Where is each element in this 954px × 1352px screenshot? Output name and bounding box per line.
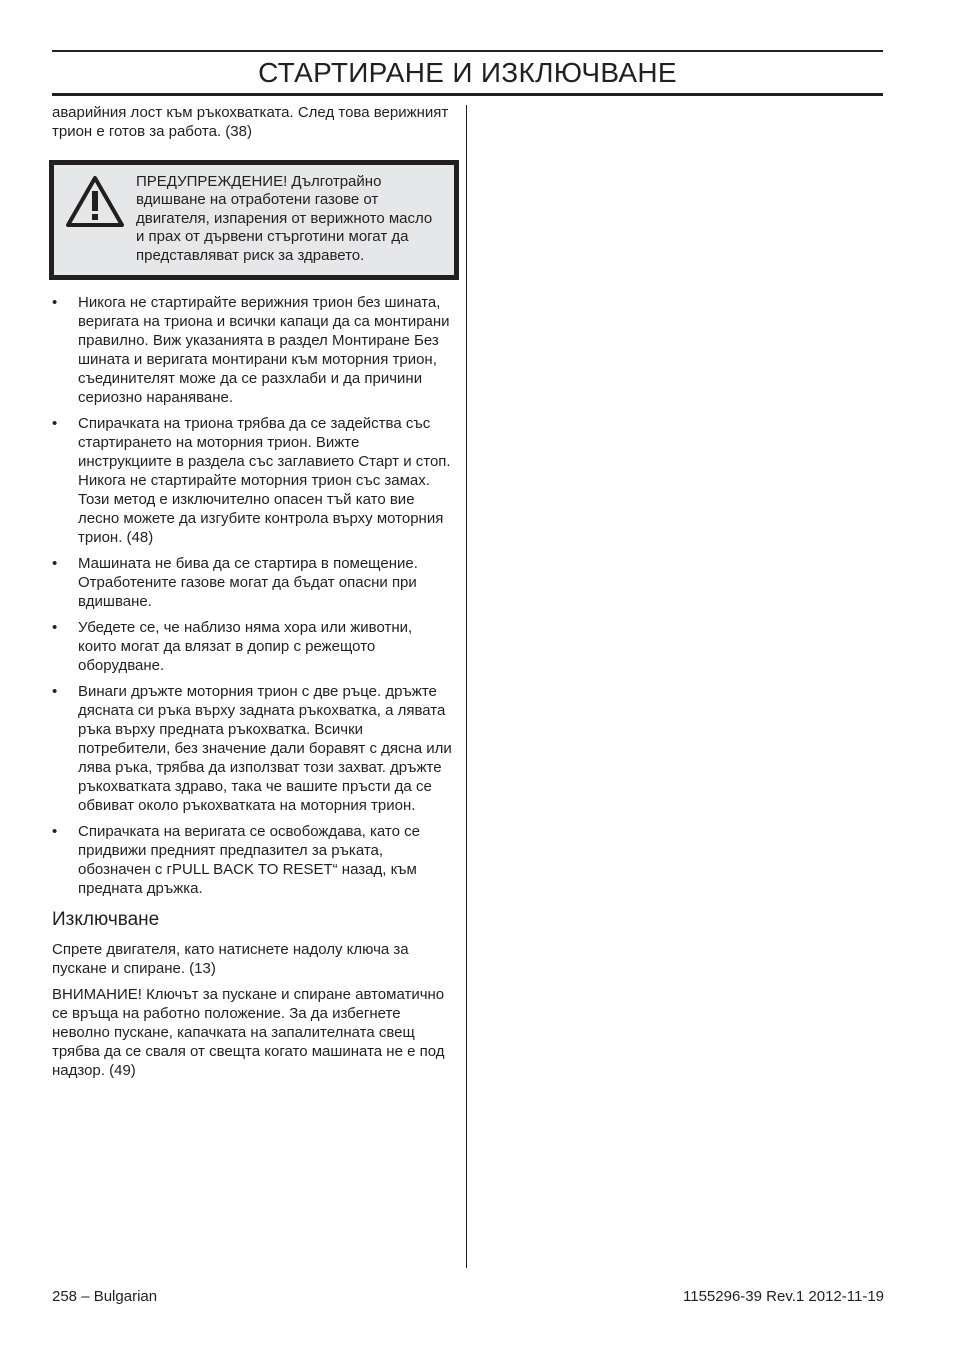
bullet-icon: •: [52, 683, 58, 701]
bullet-icon: •: [52, 823, 58, 841]
bullet-text: Убедете се, че наблизо няма хора или животни, които могат да влязат в допир с режещото оборудване.: [78, 619, 413, 675]
list-item: [52, 414, 452, 547]
bullet-icon: •: [52, 619, 58, 637]
header-bottom-rule: [52, 93, 883, 96]
bullet-text: Спирачката на веригата се освобождава, като се придвижи предният предпазител за ръката, обозначен с гPULL BACK TO RESET“ назад, към предната дръжка.: [78, 823, 420, 898]
stop-paragraph: Спрете двигателя, като натиснете надолу ключа за пускане и спиране. (13): [52, 941, 409, 978]
list-item: [52, 293, 452, 407]
page-title: СТАРТИРАНЕ И ИЗКЛЮЧВАНЕ: [258, 57, 677, 88]
caution-paragraph: ВНИМАНИЕ! Ключът за пускане и спиране автоматично се връща на работно положение. За да избегнете неволно пускане, капачката на запалителната свещ трябва да се сваля от свещта когато машината не е под надзор. (49): [52, 986, 445, 1080]
list-item: [52, 554, 452, 611]
bullet-text: Никога не стартирайте верижния трион без шината, веригата на триона и всички капаци да са монтирани правилно. Виж указанията в раздел Монтиране Без шината и веригата монтирани към моторния трион, съединителят може да се разхлаби и да причини сериозно нараняване.: [78, 294, 450, 407]
bullet-icon: •: [52, 294, 58, 312]
column-divider: [466, 105, 467, 1268]
list-item: [52, 682, 452, 815]
document-code: 1155296-39 Rev.1 2012-11-19: [683, 1288, 884, 1305]
intro-paragraph: аварийния лост към ръкохватката. След това верижният трион е готов за работа. (38): [52, 104, 449, 140]
bullet-icon: •: [52, 555, 58, 573]
safety-bullet-list: [52, 293, 452, 898]
page-number: 258 – Bulgarian: [52, 1288, 158, 1305]
bullet-text: Винаги дръжте моторния трион с две ръце. дръжте дясната си ръка върху задната ръкохватка, а лявата ръка върху предната ръкохватка. Всички потребители, без значение дали боравят с дясна или лява ръка, трябва да използват този захват. дръжте ръкохватката здраво, така че вашите пръсти да се обвиват около ръкохватката на моторния трион.: [78, 683, 452, 815]
warning-text: ПРЕДУПРЕЖДЕНИЕ! Дълготрайно вдишване на отработени газове от двигателя, изпарения от верижното масло и прах от дървени стърготини могат да представляват риск за здравето.: [136, 173, 433, 264]
list-item: [52, 618, 452, 675]
left-column: [52, 103, 452, 1080]
warning-triangle-icon: [54, 173, 136, 265]
bullet-text: Спирачката на триона трябва да се задейства със стартирането на моторния трион. Вижте инструкциите в раздела със заглавието Старт и стоп. Никога не стартирайте моторния трион със замах. Този метод е изключително опасен тъй като вие лесно можете да изгубите контрола върху моторния трион. (48): [78, 415, 451, 547]
warning-box: [49, 160, 459, 280]
section-heading-stopping: Изключване: [52, 909, 160, 931]
bullet-text: Машината не бива да се стартира в помещение. Отработените газове могат да бъдат опасни при вдишване.: [78, 555, 418, 611]
bullet-icon: •: [52, 415, 58, 433]
list-item: [52, 822, 452, 898]
header-top-rule: [52, 50, 883, 52]
